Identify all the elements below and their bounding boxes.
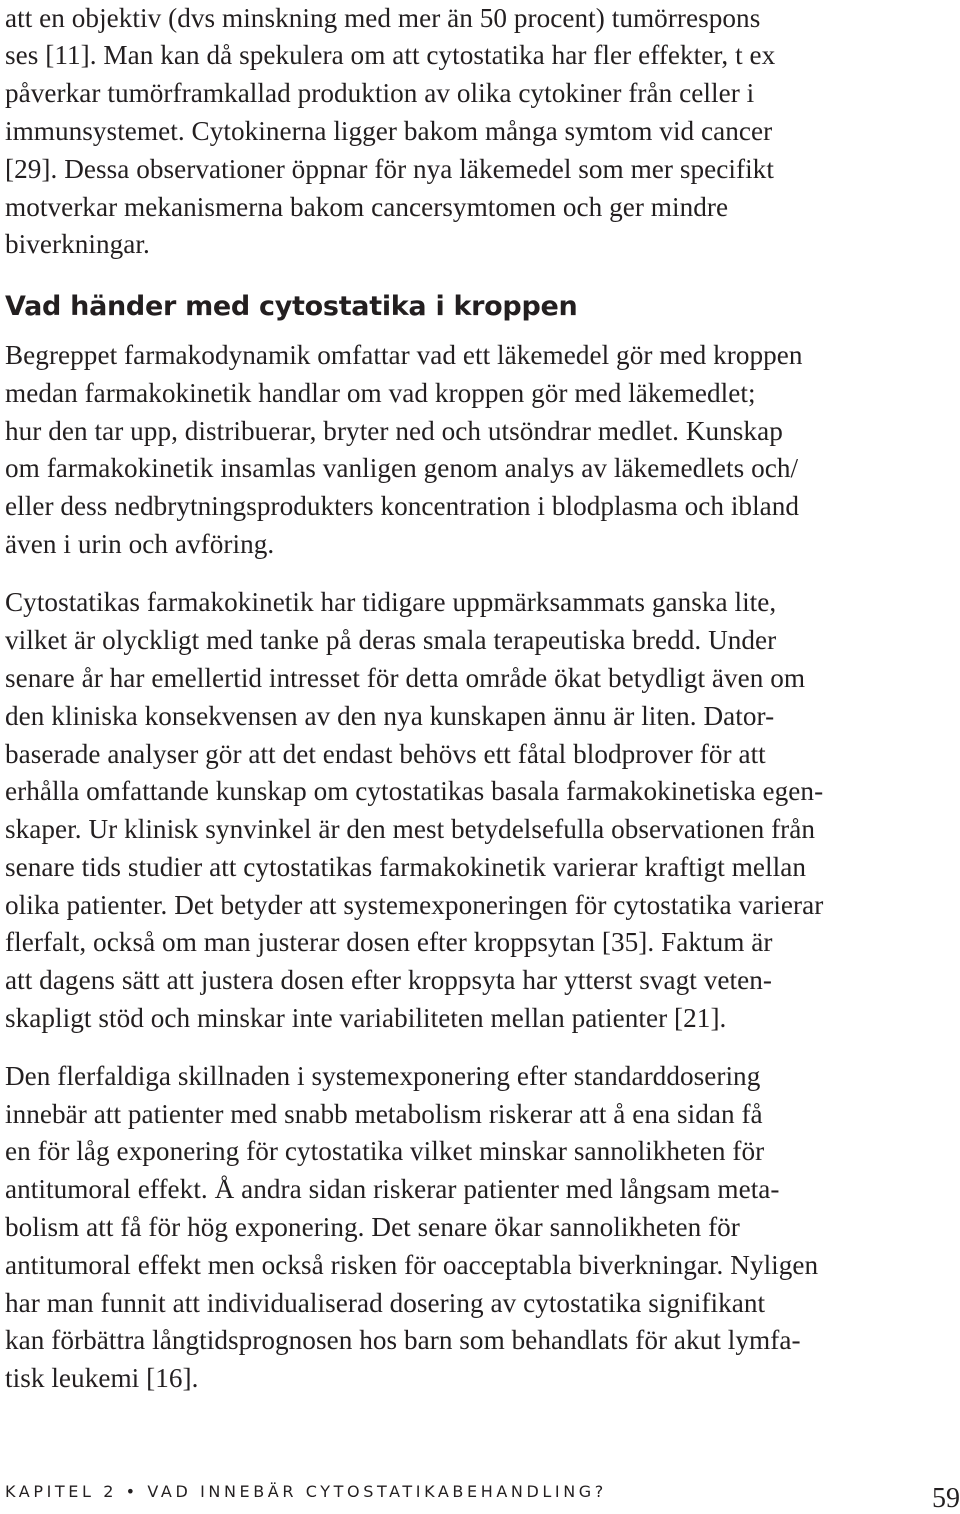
text-line: Den flerfaldiga skillnaden i systemexponering efter standarddosering (5, 1061, 761, 1091)
text-line: medan farmakokinetik handlar om vad kroppen gör med läkemedlet; (5, 378, 756, 408)
text-line: påverkar tumörframkallad produktion av olika cytokiner från celler i (5, 78, 755, 108)
text-line: biverkningar. (5, 229, 150, 259)
running-head: KAPITEL 2 • VAD INNEBÄR CYTOSTATIKABEHANDLING? (5, 1482, 607, 1501)
text-line: kan förbättra långtidsprognosen hos barn som behandlats för akut lymfa- (5, 1325, 801, 1355)
page-number: 59 (932, 1483, 960, 1514)
text-line: motverkar mekanismerna bakom cancersymtomen och ger mindre (5, 192, 729, 222)
text-line: om farmakokinetik insamlas vanligen genom analys av läkemedlets och/ (5, 453, 799, 483)
text-line: har man funnit att individualiserad dosering av cytostatika signifikant (5, 1288, 766, 1318)
text-line: att dagens sätt att justera dosen efter kroppsyta har ytterst svagt veten- (5, 965, 772, 995)
text-line: en för låg exponering för cytostatika vilket minskar sannolikheten för (5, 1136, 765, 1166)
text-line: antitumoral effekt men också risken för oacceptabla biverkningar. Nyligen (5, 1250, 819, 1280)
text-line: olika patienter. Det betyder att systemexponeringen för cytostatika varierar (5, 890, 824, 920)
text-line: immunsystemet. Cytokinerna ligger bakom många symtom vid cancer (5, 116, 773, 146)
text-line: eller dess nedbrytningsprodukters koncentration i blodplasma och ibland (5, 491, 800, 521)
section-heading: Vad händer med cytostatika i kroppen (5, 291, 578, 322)
text-line: [29]. Dessa observationer öppnar för nya läkemedel som mer specifikt (5, 154, 774, 184)
text-line: antitumoral effekt. Å andra sidan riskerar patienter med långsam meta- (5, 1174, 780, 1204)
text-line: Begreppet farmakodynamik omfattar vad ett läkemedel gör med kroppen (5, 340, 803, 370)
text-line: senare tids studier att cytostatikas farmakokinetik varierar kraftigt mellan (5, 852, 807, 882)
text-line: bolism att få för hög exponering. Det senare ökar sannolikheten för (5, 1212, 740, 1242)
text-line: Cytostatikas farmakokinetik har tidigare uppmärksammats ganska lite, (5, 587, 777, 617)
text-line: flerfalt, också om man justerar dosen efter kroppsytan [35]. Faktum är (5, 927, 773, 957)
text-line: innebär att patienter med snabb metabolism riskerar att å ena sidan få (5, 1099, 763, 1129)
text-line: skapligt stöd och minskar inte variabiliteten mellan patienter [21]. (5, 1003, 727, 1033)
text-line: baserade analyser gör att det endast behövs ett fåtal blodprover för att (5, 739, 766, 769)
text-line: hur den tar upp, distribuerar, bryter ned och utsöndrar medlet. Kunskap (5, 416, 783, 446)
text-line: att en objektiv (dvs minskning med mer än 50 procent) tumörrespons (5, 3, 761, 33)
text-line: ses [11]. Man kan då spekulera om att cytostatika har fler effekter, t ex (5, 40, 776, 70)
text-line: tisk leukemi [16]. (5, 1363, 199, 1393)
text-line: även i urin och avföring. (5, 529, 275, 559)
text-line: den kliniska konsekvensen av den nya kunskapen ännu är liten. Dator- (5, 701, 775, 731)
text-line: senare år har emellertid intresset för detta område ökat betydligt även om (5, 663, 806, 693)
text-line: vilket är olyckligt med tanke på deras smala terapeutiska bredd. Under (5, 625, 777, 655)
text-line: skaper. Ur klinisk synvinkel är den mest betydelsefulla observationen från (5, 814, 816, 844)
text-line: erhålla omfattande kunskap om cytostatikas basala farmakokinetiska egen- (5, 776, 824, 806)
